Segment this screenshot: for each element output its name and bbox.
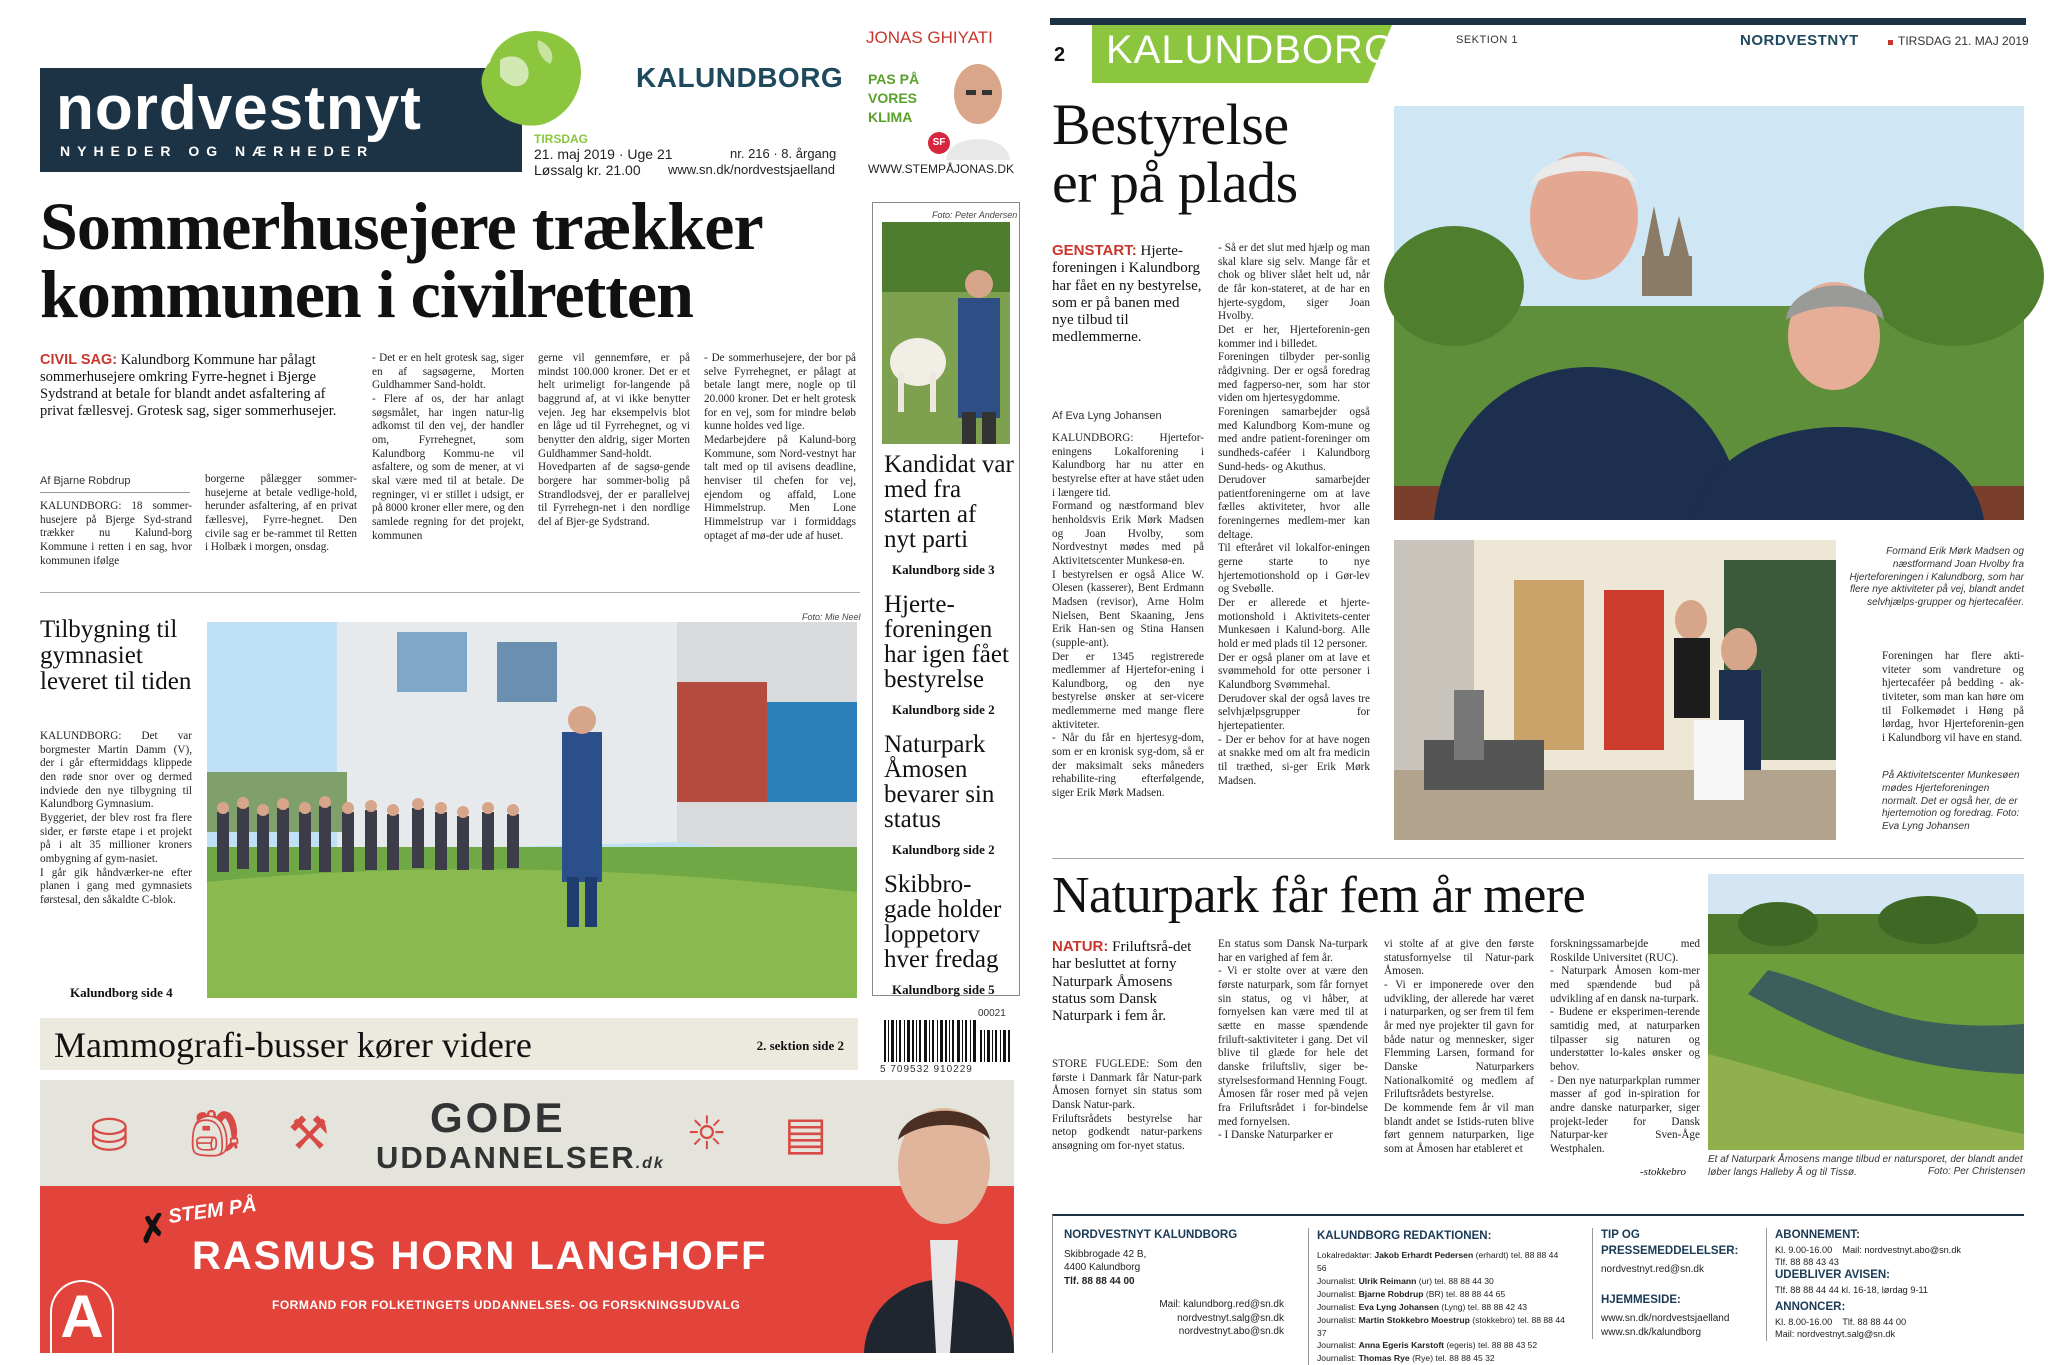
mammo-ref: 2. sektion side 2 — [756, 1038, 844, 1053]
section-rule — [40, 592, 860, 593]
board-lead — [1052, 242, 1202, 347]
tools-icon: ⚒ — [288, 1106, 330, 1160]
teaser-3-ref: Kalundborg side 2 — [892, 842, 995, 857]
footer-udebliver-title: UDEBLIVER AVISEN: — [1775, 1269, 1891, 1282]
political-ad[interactable] — [40, 1080, 1014, 1353]
nature-col-3: vi stolte af at give den første statusfornyelse til Natur-park Åmosen. - Vi er imponerede over den udvikling, der allerede har været i naturparken, og ser frem til fem år med nye projekter til gavn for både natur og mennesker, siger Flemming Larsen, formand for Danske Naturparkers Nationalkomité og medlem af Friluftsrådets bestyrelse. De kommende fem år vil man blandt andet se Istids-ruten blive ført gennem naturparken, lige som at Åmosen har etableret et — [1384, 938, 1534, 1155]
teaser-1-ref: Kalundborg side 3 — [892, 562, 995, 577]
staff-row: Journalist: Martin Stokkebro Moestrup (stokkebro) tel. 88 88 44 37 — [1317, 1314, 1565, 1338]
footer-mail-3[interactable]: nordvestnyt.abo@sn.dk — [1178, 1326, 1284, 1338]
teaser-4-title: Skibbro-gade holder loppetorv hver fredag — [884, 871, 1002, 973]
teaser-4[interactable] — [884, 872, 1014, 998]
section-label: KALUNDBORG — [636, 62, 844, 93]
page-number: 2 — [1054, 44, 1066, 66]
sf-badge: SF — [928, 132, 950, 154]
globe-icon — [470, 20, 588, 130]
nature-col-2: En status som Dansk Na-turpark har en varighed af fem år. - Vi er stolte over at være den første naturpark, som får fornyet sin status, og vi håber, at fornyelsen kan være med til at sætte en masse spændende friluft-saktiviteter i gang. Det vil blive til glæde for hele det danske friluftsliv, siger be-styrelsesformand Henning Fougt. Åmosen får roser med på vejen fra Friluftsrådet i for-bindelse med fornyelsen. - I Danske Naturparker er — [1218, 938, 1368, 1142]
front-page — [0, 0, 1020, 1353]
books-icon: ▤ — [784, 1106, 828, 1160]
footer-col-1-title: NORDVESTNYT KALUNDBORG — [1064, 1229, 1238, 1241]
footer-abo-1: Kl. 9.00-16.00 Mail: nordvestnyt.abo@sn.dk — [1775, 1244, 1962, 1255]
footer-annoncer-title: ANNONCER: — [1775, 1301, 1846, 1314]
teaser-credit: Foto: Peter Andersen — [932, 210, 1018, 220]
main-byline: Af Bjarne Robdrup — [40, 475, 131, 487]
main-col-1: KALUNDBORG: 18 sommer-husejere på Bjerge Syd-strand trækker nu Kalund-borg Kommune i retten i en sag, hvor kommunen ifølge — [40, 500, 192, 567]
gym-body: KALUNDBORG: Det var borgmester Martin Damm (V), der i går eftermiddags klippede den røde snor over og dermed indviede den nye tilbygning til Kalundborg Gymnasium. Byggeriet, der blev rost fra flere sider, er første etape i et projekt på i alt 35 millioner kroners ombygning af gym-nasiet. I går gik håndværker-ne efter planen i gang med gymnasiets førstesal, den såkaldte C-blok. — [40, 730, 192, 906]
footer-url-1[interactable]: www.sn.dk/nordvestsjaelland — [1601, 1313, 1730, 1325]
issue-date: 21. maj 2019 · Uge 21 — [534, 146, 673, 162]
header-top-rule — [1050, 18, 2026, 25]
main-lead-text: Kalundborg Kommune har pålagt sommerhusejere omkring Fyrre-hegnet i Bjerge Sydstrand at betale for blandt andet asfaltering af privat fællesvej. Grotesk sag, siger sommerhusejer. — [40, 352, 337, 419]
barcode-number-bottom: 5 709532 910229 — [880, 1064, 973, 1075]
footer-abo-2: Tlf. 88 88 43 43 — [1775, 1256, 1839, 1267]
board-col-1: KALUNDBORG: Hjertefor-eningens Lokalforening i Kalundborg har nu atter en bestyrelse efter at have stået uden i længere tid. Formand og næstformand blev henholdsvis Erik Mørk Madsen og Joan Hvolby, som Nordvestnyt mødes med på Aktivitetscenter Munkesø-en. I bestyrelsen er også Alice W. Olesen (kasserer), Bent Erdmann Madsen (revisor), Arne Holm Nielsen, Bent Skaaning, Jens Erik Han-sen og Stina Hansen (supple-ant). Der er 1345 registrerede medlemmer af Hjertefor-ening i Kalundborg, og den nye bestyrelse ønsker at ser-vicere medlemmerne med mange flere aktiviteter. - Når du får en hjertesyg-dom, som er en kronisk syg-dom, så er der maksimalt seks måneders rehabilite-ring efterfølgende, siger Erik Mørk Madsen. — [1052, 432, 1204, 800]
footer-mail-1[interactable]: Mail: kalundborg.red@sn.dk — [1159, 1299, 1284, 1311]
ad-candidate-portrait — [864, 1080, 1014, 1353]
corner-ad-name: JONAS GHIYATI — [866, 28, 993, 47]
ad-vote-label: STEM PÅ — [166, 1193, 258, 1229]
ad-candidate-name: RASMUS HORN LANGHOFF — [192, 1234, 768, 1278]
header-paper-name: NORDVESTNYT — [1740, 32, 1859, 49]
gym-title[interactable]: Tilbygning til gymnasiet leveret til tiden — [40, 616, 192, 695]
footer-col-1 — [1064, 1228, 1284, 1339]
corner-ad-url[interactable]: WWW.STEMPÅJONAS.DK — [868, 162, 1015, 176]
nature-headline[interactable]: Naturpark får fem år mere — [1052, 867, 1586, 924]
ad-cross-icon: ✗ — [134, 1205, 172, 1252]
footer-col-3-title-2: HJEMMESIDE: — [1601, 1293, 1681, 1306]
corner-ad-slogan: PAS PÅ VORES KLIMA — [868, 71, 920, 125]
inner-page — [1040, 0, 2048, 1364]
issue-number: nr. 216 · 8. årgang — [730, 146, 837, 161]
gym-page-ref[interactable]: Kalundborg side 4 — [70, 985, 173, 1000]
teaser-2[interactable] — [884, 592, 1014, 718]
main-col-4: gerne vil gennemføre, er på mindst 100.000 kroner. Det er et helt urimeligt for-langende på baggrund af, at vi ikke benytter vejen. Jeg har eksempelvis blot en låge ud til Fyrrehegnet, og vi benytter den aldrig, siger Morten Guldhammer Sand-holdt. Hovedparten af de sagsø-gende borgere har sommer-bolig på Strandlodsvej, der er parallelvej til Fyrrehegn-net i den nordlige del af Bjer-ge Sydstrand. — [538, 352, 690, 528]
main-lead — [40, 352, 360, 420]
footer-url-2[interactable]: www.sn.dk/kalundborg — [1601, 1326, 1702, 1338]
nature-lead — [1052, 938, 1202, 1025]
coins-icon: ⛁ — [90, 1108, 129, 1162]
teaser-2-title: Hjerte-foreningen har igen fået bestyrelse — [884, 591, 1009, 693]
nature-kicker: NATUR: — [1052, 938, 1109, 955]
ad-candidate-title: FORMAND FOR FOLKETINGETS UDDANNELSES- OG FORSKNINGSUDVALG — [272, 1298, 741, 1312]
lightbulb-icon: ☼ — [686, 1106, 728, 1160]
nature-lead-text: Friluftsrå-det har besluttet at forny Naturpark Åmosens status som Dansk Naturpark i fem år. — [1052, 939, 1192, 1024]
byline-rule — [40, 492, 190, 493]
issue-day: TIRSDAG — [534, 132, 588, 146]
nature-signature: -stokkebro — [1640, 1166, 1687, 1178]
board-col-3: Foreningen har flere akti-viteter som vandreture og hjertecaféer på bedding - ak-tiviteter, som man kan høre om til Folkemødet i Høng på lørdag, hvor Hjerteforenin-gen i Kalundborg vil have en stand. — [1882, 650, 2024, 744]
staff-row: Journalist: Ulrik Reimann (ur) tel. 88 88 44 30 — [1317, 1276, 1494, 1287]
staff-row: Journalist: Eva Lyng Johansen (Lyng) tel. 88 88 42 43 — [1317, 1301, 1528, 1312]
main-col-3: - Det er en helt grotesk sag, siger en af sagsøgerne, Morten Guldhammer Sand-holdt. - Flere af os, der har anlagt søgsmålet, har ingen natur-lig adkomst til den vej, der handler om, Fyrrehegnet, som Kalundborg Kommu-ne vil asfaltere, og som de mener, at vi skal være med til at betale. De regninger, vi er stillet i udsigt, er på 8000 kroner eller mere, og den samlede regning for det projekt, kommunen — [372, 352, 524, 542]
issue-price: Løssalg kr. 21.00 — [534, 162, 641, 178]
footer-annoncer-2[interactable]: Mail: nordvestnyt.salg@sn.dk — [1775, 1329, 1896, 1340]
gym-interior-photo — [1394, 540, 1836, 840]
footer-address-2: 4400 Kalundborg — [1064, 1262, 1141, 1274]
footer-abo-title: ABONNEMENT: — [1775, 1229, 1860, 1241]
footer-annoncer-1: Kl. 8.00-16.00 Tlf. 88 88 44 00 — [1775, 1316, 1907, 1327]
corner-ad[interactable] — [864, 26, 1014, 180]
header-date: TIRSDAG 21. MAJ 2019 — [1898, 34, 2029, 48]
footer-phone: Tlf. 88 88 44 00 — [1064, 1275, 1135, 1287]
ad-party-letter: A — [50, 1280, 114, 1353]
board-photo — [1394, 106, 2024, 520]
board-caption-2: På Aktivitetscenter Munkesøen mødes Hjerteforeningen normalt. Det er også her, de er hjertemotion og foredrag. Foto: Eva Lyng Johansen — [1882, 770, 2020, 833]
board-lead-text: Hjerte-foreningen i Kalundborg har fået en ny bestyrelse, som er på banen med nye tilbud til medlemmerne. — [1052, 243, 1202, 346]
mammo-title: Mammografi-busser kører videre — [54, 1025, 532, 1065]
backpack-icon: 🎒︎ — [186, 1106, 245, 1160]
section-tab-label: KALUNDBORG — [1106, 28, 1397, 72]
teaser-1-title: Kandidat var med fra starten af nyt parti — [884, 451, 1014, 553]
teaser-3-title: Naturpark Åmosen bevarer sin status — [884, 731, 995, 833]
footer-mail-2[interactable]: nordvestnyt.salg@sn.dk — [1177, 1312, 1284, 1324]
staff-row: Journalist: Anna Egeris Karstoft (egeris) tel. 88 88 43 52 — [1317, 1340, 1538, 1351]
footer-address-1: Skibbrogade 42 B, — [1064, 1248, 1147, 1260]
board-kicker: GENSTART: — [1052, 242, 1137, 259]
board-byline: Af Eva Lyng Johansen — [1052, 410, 1162, 422]
nature-photo — [1708, 874, 2024, 1150]
nature-credit: Foto: Per Christensen — [1928, 1166, 2026, 1177]
teaser-2-ref: Kalundborg side 2 — [892, 702, 995, 717]
masthead-logo[interactable]: nordvestnyt — [56, 74, 422, 143]
gym-credit: Foto: Mie Neel — [802, 612, 861, 622]
ad-brand-2: UDDANNELSER.dk — [376, 1140, 665, 1175]
ad-brand-1: GODE — [430, 1094, 566, 1141]
main-col-2: borgerne pålægger sommer-husejerne at betale vedlige-hold, herunder asfaltering, af en privat fællesvej, Fyrre-hegnet. Den civile sag er be-rammet til Retten i Holbæk i morgen, onsdag. — [205, 473, 357, 554]
staff-row: Lokalredaktør: Jakob Erhardt Pedersen (erhardt) tel. 88 88 44 56 — [1317, 1250, 1559, 1274]
nature-rule — [1052, 858, 2024, 859]
footer-col-3-title: TIP OG PRESSEMEDDELELSER: — [1601, 1229, 1739, 1257]
issue-url[interactable]: www.sn.dk/nordvestsjaelland — [668, 162, 835, 177]
footer-udebliver-1: Tlf. 88 88 44 44 kl. 16-18, lørdag 9-11 — [1775, 1284, 1929, 1295]
board-headline[interactable]: Bestyrelse er på plads — [1052, 92, 1298, 215]
main-kicker: CIVIL SAG: — [40, 352, 118, 368]
nature-caption: Et af Naturpark Åmosens mange tilbud er natursporet, der blandt andet løber langs Halleby Å og til Tissø. — [1708, 1154, 2023, 1178]
staff-row: Journalist: Thomas Rye (Rye) tel. 88 88 45 32 — [1317, 1353, 1495, 1364]
main-col-5: - De sommerhusejere, der bor på selve Fyrrehegnet, er pålagt at betale langt mere, nogle op til 20.000 kroner. Det er helt grotesk for en vej, som for mindre beløb kunne holdes ved lige. Medarbejdere på Kalund-borg Kommune, som Nord-vestnyt har talt med op til avisens deadline, henviser til chefen for vej, ejendom og affald, Lone Himmelstrup. Men Lone Himmelstrup var i formiddags optaget af mø-der ude af huset. — [704, 352, 856, 542]
teaser-photo — [882, 222, 1010, 444]
mammo-banner[interactable] — [40, 1018, 858, 1070]
teaser-1[interactable] — [884, 452, 1014, 578]
footer-tip-mail[interactable]: nordvestnyt.red@sn.dk — [1601, 1264, 1704, 1276]
gym-photo — [207, 622, 857, 998]
teaser-3[interactable] — [884, 732, 1014, 858]
board-caption: Formand Erik Mørk Madsen og næstformand Joan Hvolby fra Hjerteforeningen i Kalundborg, som har flere nye aktiviteter på vej, blandt andet selvhjælps-grupper og hjertecaféer. — [1849, 546, 2024, 609]
staff-row: Journalist: Bjarne Robdrup (BR) tel. 88 88 44 65 — [1317, 1288, 1506, 1299]
nature-col-1: STORE FUGLEDE: Som den første i Danmark får Natur-park Åmosen fornyet sin status som Dansk Natur-park. Friluftsrådets bestyrelse har netop godkendt natur-parkens ansøgning om for-nyet status. — [1052, 1058, 1202, 1152]
sektion-label: SEKTION 1 — [1456, 34, 1518, 46]
barcode-number-top: 00021 — [978, 1008, 1006, 1019]
board-col-2: - Så er det slut med hjælp og man skal klare sig selv. Mange får et chok og bliver slået helt ud, når de får kon-stateret, at de har en hjerte-sygdom, siger Joan Hvolby. Det er her, Hjerteforenin-gen kommer ind i billedet. Foreningen tilbyder per-sonlig rådgivning. Der er også foredrag med fagperso-ner, som har stor viden om hjertesygdomme. Foreningen samarbejder også med Kalundborg Kom-mune og med andre patient-foreninger om sundheds-caféer i Kalundborg Sund-heds- og Akuthus. Derudover samarbejder patientforeningerne om at lave fælles aktiviteter, hvor alle foreningernes medlem-mer kan deltage. Til efteråret vil lokalfor-eningen gerne starte to nye hjertemotionshold op i Gør-lev og Svebølle. Der er allerede et hjerte-motionshold i Aktivitets-center Munkesøen i Kalund-borg. Alle hold er med plads til 12 personer. Der er også planer om at lave et svømmehold for otte personer i Kalundborg Svømmehal. Derudover skal der også laves tre selvhjælpsgrupper for hjertepatienter. - Der er behov for at have nogen at snakke med om alt fra medicin til træthed, si-ger Erik Mørk Madsen. — [1218, 242, 1370, 787]
masthead-tagline: NYHEDER OG NÆRHEDER — [60, 143, 375, 159]
footer-col-2-title: KALUNDBORG REDAKTIONEN: — [1317, 1230, 1492, 1242]
footer-col-4 — [1766, 1228, 2024, 1341]
header-dot — [1888, 40, 1893, 45]
main-headline[interactable]: Sommerhusejere trækker kommunen i civilretten — [40, 188, 763, 332]
teaser-4-ref: Kalundborg side 5 — [892, 982, 995, 997]
footer-col-3 — [1592, 1228, 1742, 1339]
footer-col-2 — [1308, 1228, 1568, 1365]
nature-col-4: forskningssamarbejde med Roskilde Universitet (RUC). - Naturpark Åmosen kom-mer med spændende bud på udvikling af en dansk na-turpark. - Budene er eksperimen-terende samtidig med, at naturparken tilpasser sig naturen og understøtter lo-kales ønsker og behov. - Den nye naturparkplan rummer masser af god in-spiration for andre danske naturparker, siger projekt-leder for Dansk Naturpar-ker Sven-Åge Westphalen. — [1550, 938, 1700, 1155]
